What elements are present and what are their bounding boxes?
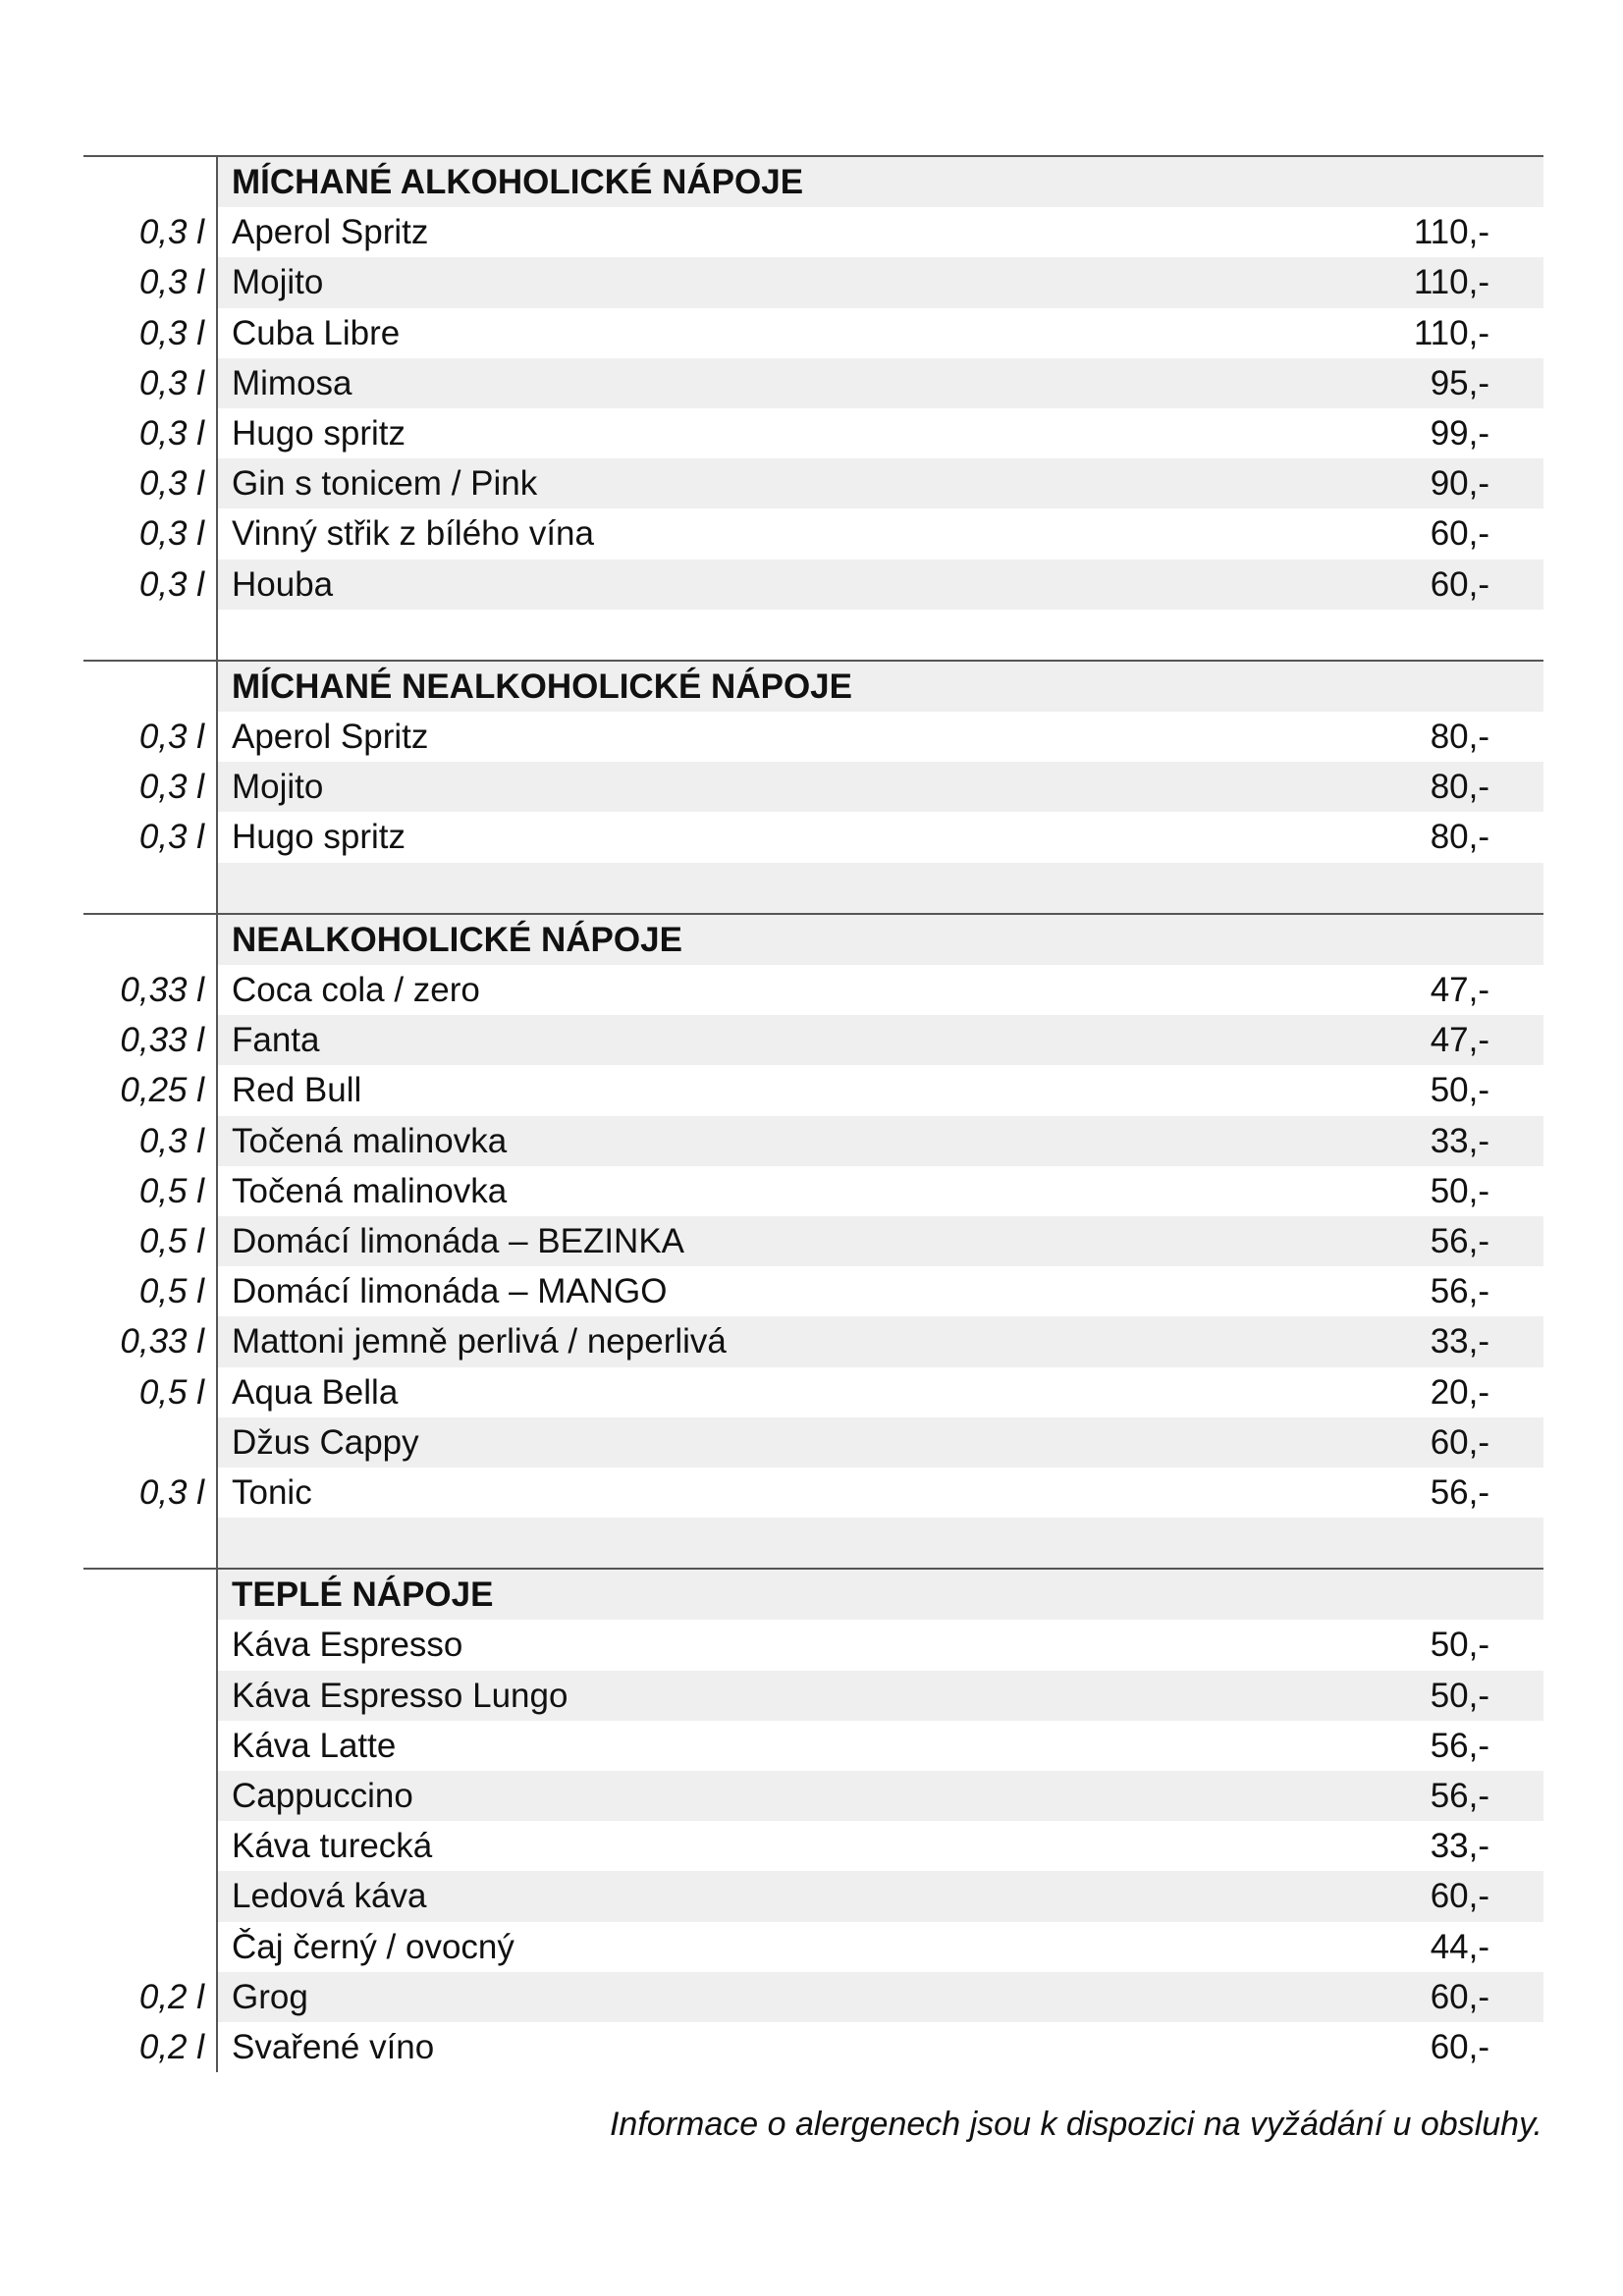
menu-item-row — [83, 1972, 1543, 2022]
item-volume: 0,3 l — [83, 812, 218, 862]
menu-section — [83, 913, 1543, 1568]
menu-item-row — [83, 308, 1543, 358]
item-name: Grog — [218, 1972, 1396, 2022]
menu-section — [83, 660, 1543, 913]
item-volume — [83, 1721, 218, 1771]
item-volume: 0,5 l — [83, 1266, 218, 1316]
menu-item-row — [83, 1367, 1543, 1417]
menu-section — [83, 155, 1543, 660]
section-title: MÍCHANÉ ALKOHOLICKÉ NÁPOJE — [218, 157, 1396, 207]
item-price: 47,- — [1396, 1015, 1543, 1065]
item-name: Ledová káva — [218, 1871, 1396, 1921]
menu-item-row — [83, 1015, 1543, 1065]
menu-item-row — [83, 965, 1543, 1015]
menu-item-row — [83, 1771, 1543, 1821]
menu-item-row — [83, 458, 1543, 508]
item-name: Káva Latte — [232, 1726, 397, 1765]
item-price: 80,- — [1396, 762, 1543, 812]
item-name: Vinný střik z bílého vína — [232, 514, 594, 554]
section-heading-row — [83, 157, 1543, 207]
item-name: Coca cola / zero — [232, 971, 480, 1009]
item-volume: 0,2 l — [83, 2022, 218, 2072]
item-name: Gin s tonicem / Pink — [218, 458, 1396, 508]
menu-item-row — [83, 1266, 1543, 1316]
item-price: 80,- — [1430, 718, 1489, 757]
item-price: 20,- — [1430, 1372, 1489, 1412]
item-name: Točená malinovka — [218, 1116, 1396, 1166]
item-price: 50,- — [1396, 1671, 1543, 1721]
volume-cell — [83, 662, 218, 712]
menu-item-row — [83, 1065, 1543, 1115]
item-volume — [83, 1771, 218, 1821]
item-volume — [83, 1821, 218, 1871]
menu-item-row — [83, 1671, 1543, 1721]
menu-item-row — [83, 560, 1543, 610]
item-volume: 0,5 l — [83, 1216, 218, 1266]
menu-item-row — [83, 1116, 1543, 1166]
item-price: 110,- — [1413, 313, 1489, 352]
item-name: Hugo spritz — [232, 818, 406, 857]
item-price: 56,- — [1430, 1472, 1489, 1512]
item-price: 60,- — [1430, 2027, 1489, 2066]
item-volume: 0,3 l — [83, 508, 218, 559]
item-volume: 0,33 l — [83, 1015, 218, 1065]
item-price: 90,- — [1396, 458, 1543, 508]
volume-cell — [83, 157, 218, 207]
menu-item-row — [83, 1166, 1543, 1216]
item-price: 33,- — [1396, 1316, 1543, 1366]
item-volume: 0,3 l — [83, 408, 218, 458]
item-volume: 0,25 l — [83, 1065, 218, 1115]
item-price: 47,- — [1430, 971, 1489, 1009]
item-price: 50,- — [1430, 1626, 1489, 1665]
item-price: 110,- — [1413, 213, 1489, 252]
menu-item-row — [83, 762, 1543, 812]
price-cell — [1396, 662, 1543, 712]
section-title: MÍCHANÉ NEALKOHOLICKÉ NÁPOJE — [218, 662, 1396, 712]
menu-item-row — [83, 408, 1543, 458]
item-volume — [83, 1922, 218, 1972]
item-volume: 0,5 l — [83, 1166, 218, 1216]
volume-cell — [83, 1518, 218, 1568]
item-price: 33,- — [1396, 1116, 1543, 1166]
menu-item-row — [83, 207, 1543, 257]
section-title: NEALKOHOLICKÉ NÁPOJE — [218, 915, 1396, 965]
menu-item-row — [83, 358, 1543, 408]
section-spacer — [83, 1518, 1543, 1568]
item-name: Tonic — [232, 1472, 312, 1512]
item-name: Káva turecká — [232, 1827, 433, 1866]
item-name: Džus Cappy — [218, 1417, 1396, 1468]
menu-section — [83, 1568, 1543, 2072]
item-name: Domácí limonáda – BEZINKA — [218, 1216, 1396, 1266]
item-price: 80,- — [1430, 818, 1489, 857]
menu-item-row — [83, 712, 1543, 762]
item-name: Hugo spritz — [232, 413, 406, 453]
item-name: Aperol Spritz — [232, 718, 429, 757]
menu-item-row — [83, 1316, 1543, 1366]
section-spacer — [83, 863, 1543, 913]
price-cell — [1396, 157, 1543, 207]
price-cell — [1396, 1518, 1543, 1568]
item-name: Cappuccino — [218, 1771, 1396, 1821]
item-name: Houba — [218, 560, 1396, 610]
item-name: Mojito — [218, 762, 1396, 812]
volume-cell — [83, 863, 218, 913]
volume-cell — [83, 610, 218, 660]
item-name: Káva Espresso Lungo — [218, 1671, 1396, 1721]
item-volume: 0,3 l — [83, 308, 218, 358]
item-volume: 0,3 l — [83, 1116, 218, 1166]
menu-item-row — [83, 2022, 1543, 2072]
spacer-cell — [218, 863, 1396, 913]
item-name: Aperol Spritz — [232, 213, 429, 252]
menu-item-row — [83, 1620, 1543, 1670]
menu-item-row — [83, 1871, 1543, 1921]
item-price: 50,- — [1430, 1071, 1489, 1110]
item-name: Čaj černý / ovocný — [232, 1927, 514, 1966]
item-volume — [83, 1417, 218, 1468]
price-cell — [1396, 1570, 1543, 1620]
menu-item-row — [83, 812, 1543, 862]
item-price: 56,- — [1430, 1272, 1489, 1311]
section-spacer — [83, 610, 1543, 660]
item-name: Aqua Bella — [232, 1372, 399, 1412]
menu-item-row — [83, 1216, 1543, 1266]
item-volume: 0,33 l — [83, 1316, 218, 1366]
drinks-menu — [83, 155, 1543, 2072]
price-cell — [1396, 915, 1543, 965]
item-name: Mojito — [218, 257, 1396, 307]
allergen-footnote: Informace o alergenech jsou k dispozici na vyžádání u obsluhy. — [609, 2106, 1542, 2143]
menu-item-row — [83, 1468, 1543, 1518]
item-price: 50,- — [1430, 1171, 1489, 1210]
menu-item-row — [83, 508, 1543, 559]
item-price: 60,- — [1396, 1972, 1543, 2022]
item-name: Cuba Libre — [232, 313, 401, 352]
item-volume: 0,33 l — [83, 965, 218, 1015]
item-price: 60,- — [1396, 560, 1543, 610]
volume-cell — [83, 915, 218, 965]
item-name: Mattoni jemně perlivá / neperlivá — [218, 1316, 1396, 1366]
item-price: 60,- — [1396, 1871, 1543, 1921]
item-volume: 0,3 l — [83, 560, 218, 610]
item-price: 99,- — [1430, 413, 1489, 453]
spacer-cell — [218, 610, 1396, 660]
item-name: Red Bull — [232, 1071, 362, 1110]
item-price: 44,- — [1430, 1927, 1489, 1966]
menu-item-row — [83, 1417, 1543, 1468]
item-name: Mimosa — [218, 358, 1396, 408]
item-price: 56,- — [1396, 1771, 1543, 1821]
menu-item-row — [83, 1922, 1543, 1972]
section-heading-row — [83, 662, 1543, 712]
volume-cell — [83, 1570, 218, 1620]
item-volume: 0,2 l — [83, 1972, 218, 2022]
item-volume: 0,3 l — [83, 358, 218, 408]
item-volume: 0,3 l — [83, 762, 218, 812]
item-name: Káva Espresso — [232, 1626, 463, 1665]
item-volume — [83, 1671, 218, 1721]
menu-item-row — [83, 1821, 1543, 1871]
item-price: 110,- — [1396, 257, 1543, 307]
item-volume — [83, 1620, 218, 1670]
section-heading-row — [83, 915, 1543, 965]
item-price: 56,- — [1396, 1216, 1543, 1266]
item-price: 60,- — [1430, 514, 1489, 554]
item-price: 56,- — [1430, 1726, 1489, 1765]
price-cell — [1396, 610, 1543, 660]
item-price: 95,- — [1396, 358, 1543, 408]
item-name: Svařené víno — [232, 2027, 435, 2066]
item-name: Fanta — [218, 1015, 1396, 1065]
item-name: Točená malinovka — [232, 1171, 508, 1210]
item-price: 33,- — [1430, 1827, 1489, 1866]
item-name: Domácí limonáda – MANGO — [232, 1272, 668, 1311]
item-volume — [83, 1871, 218, 1921]
item-volume: 0,3 l — [83, 712, 218, 762]
menu-item-row — [83, 257, 1543, 307]
spacer-cell — [218, 1518, 1396, 1568]
section-title: TEPLÉ NÁPOJE — [218, 1570, 1396, 1620]
item-volume: 0,3 l — [83, 257, 218, 307]
price-cell — [1396, 863, 1543, 913]
item-volume: 0,3 l — [83, 207, 218, 257]
item-volume: 0,3 l — [83, 1468, 218, 1518]
menu-item-row — [83, 1721, 1543, 1771]
item-price: 60,- — [1396, 1417, 1543, 1468]
item-volume: 0,3 l — [83, 458, 218, 508]
section-heading-row — [83, 1570, 1543, 1620]
item-volume: 0,5 l — [83, 1367, 218, 1417]
